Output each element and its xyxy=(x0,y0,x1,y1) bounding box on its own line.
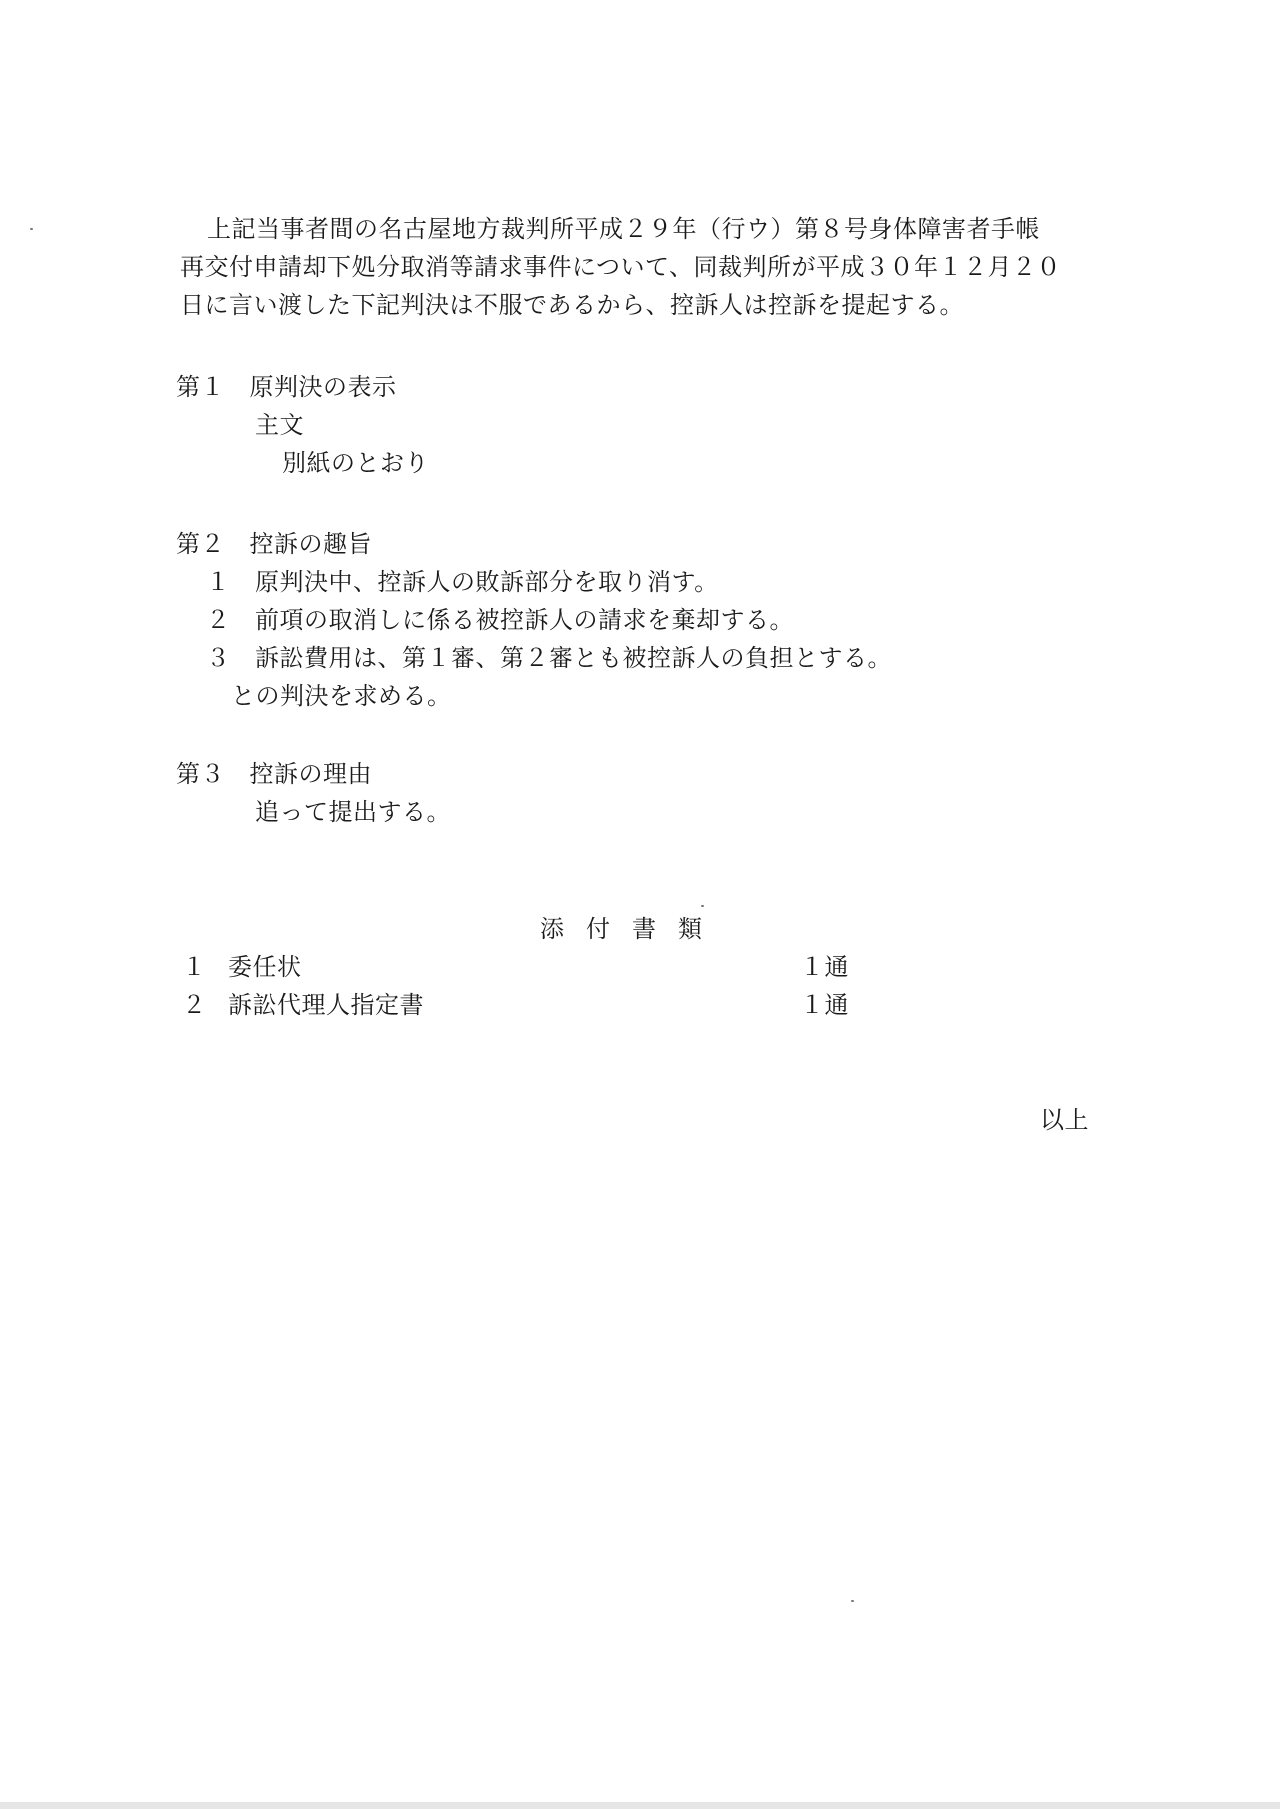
attachment-2-number: ２ xyxy=(182,991,207,1019)
closing-text: 以上 xyxy=(1040,1106,1089,1134)
section1-main-text-label: 主文 xyxy=(255,411,304,439)
attachment-1-number: １ xyxy=(182,953,207,981)
intro-line-1: 上記当事者間の名古屋地方裁判所平成２９年（行ウ）第８号身体障害者手帳 xyxy=(207,215,1040,243)
attachment-1-name: 委任状 xyxy=(228,953,302,981)
scan-speck xyxy=(701,905,704,907)
attachments-title: 添付書類 xyxy=(540,915,724,943)
section2-item-1: １ 原判決中、控訴人の敗訴部分を取り消す。 xyxy=(206,568,719,596)
intro-line-3: 日に言い渡した下記判決は不服であるから、控訴人は控訴を提起する。 xyxy=(180,291,964,319)
attachment-1-count: １通 xyxy=(800,953,849,981)
section2-item-3: ３ 訴訟費用は、第１審、第２審とも被控訴人の負担とする。 xyxy=(206,644,892,672)
scan-bottom-edge xyxy=(0,1802,1280,1809)
section2-heading: 第２ 控訴の趣旨 xyxy=(176,530,372,558)
scan-speck xyxy=(851,1600,854,1602)
section1-main-text: 別紙のとおり xyxy=(282,449,429,477)
attachment-2-count: １通 xyxy=(800,991,849,1019)
attachment-2-name: 訴訟代理人指定書 xyxy=(228,991,424,1019)
section3-heading: 第３ 控訴の理由 xyxy=(176,760,372,788)
section3-text: 追って提出する。 xyxy=(255,798,451,826)
section1-heading: 第１ 原判決の表示 xyxy=(176,373,397,401)
intro-line-2: 再交付申請却下処分取消等請求事件について、同裁判所が平成３０年１２月２０ xyxy=(180,253,1062,281)
scan-speck xyxy=(30,228,33,230)
section2-item-2: ２ 前項の取消しに係る被控訴人の請求を棄却する。 xyxy=(206,606,794,634)
section2-conclusion: との判決を求める。 xyxy=(231,682,452,710)
